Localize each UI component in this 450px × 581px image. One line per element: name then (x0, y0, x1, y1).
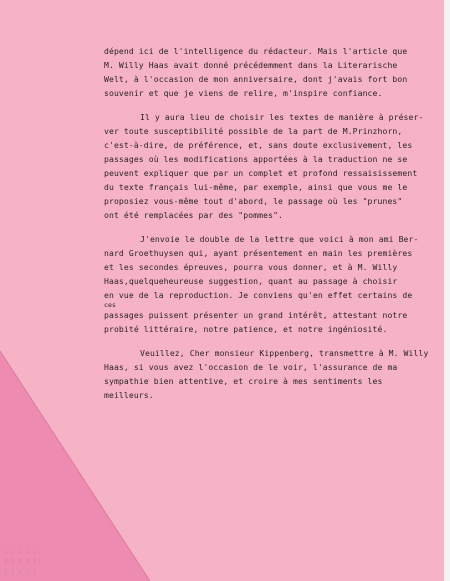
text-line: Il y aura lieu de choisir les textes de manière à préser- (140, 112, 424, 122)
paragraph (104, 110, 440, 222)
text-line: et les secondes épreuves, pourra vous donner, et à M. Willy (104, 262, 398, 272)
paragraph (104, 232, 440, 336)
text-line: passages où les modifications apportées à la traduction ne se (104, 154, 408, 164)
paragraph (104, 44, 440, 100)
text-line: Welt, à l'occasion de mon anniversaire, dont j'avais fort bon (104, 74, 408, 84)
text-line: probité littéraire, notre patience, et notre ingéniosité. (104, 324, 388, 334)
paragraph-gap (104, 336, 440, 346)
text-line: M. Willy Haas avait donné précédemment dans la Literarische (104, 60, 398, 70)
text-line: en vue de la reproduction. Je conviens qu'en effet certains de (104, 290, 413, 300)
text-line: sympathie bien attentive, et croire à mes sentiments les (104, 376, 383, 386)
text-line: meilleurs. (104, 390, 154, 400)
paragraph-gap (104, 100, 440, 110)
text-line: passages puissent présenter un grand intérêt, attestant notre (104, 310, 408, 320)
text-line: c'est-à-dire, de préférence, et, sans doute exclusivement, les (104, 140, 413, 150)
text-line: J'envoie le double de la lettre que voici à mon ami Ber- (140, 234, 419, 244)
bleed-through-marks: : : : : : : : : : : : : : : : (4, 548, 37, 575)
paragraph-gap (104, 222, 440, 232)
text-line: nard Groethuysen qui, ayant présentement en main les premières (104, 248, 413, 258)
text-line: peuvent expliquer que par un complet et profond ressaisissement (104, 168, 418, 178)
scan-margin (444, 0, 450, 581)
text-line: ver toute susceptibilité possible de la part de M.Prinzhorn, (104, 126, 403, 136)
paragraph (104, 346, 440, 402)
letter-body (104, 44, 440, 402)
text-line: proposiez vous-même tout d'abord, le passage où les "prunes" (104, 196, 403, 206)
text-line: Haas, si vous avez l'occasion de le voir, l'assurance de ma (104, 362, 398, 372)
text-line: dépend ici de l'intelligence du rédacteur. Mais l'article que (104, 46, 408, 56)
text-line: Haas,quelqueheureuse suggestion, quant au passage à choisir (104, 276, 398, 286)
inserted-word: ces (104, 301, 117, 309)
text-line: Veuillez, Cher monsieur Kippenberg, transmettre à M. Willy (140, 348, 429, 358)
text-line: souvenir et que je viens de relire, m'inspire confiance. (104, 88, 383, 98)
text-line: ont été remplacées par des "pommes". (104, 210, 284, 220)
text-line: du texte français lui-même, par exemple, ainsi que vous me le (104, 182, 408, 192)
